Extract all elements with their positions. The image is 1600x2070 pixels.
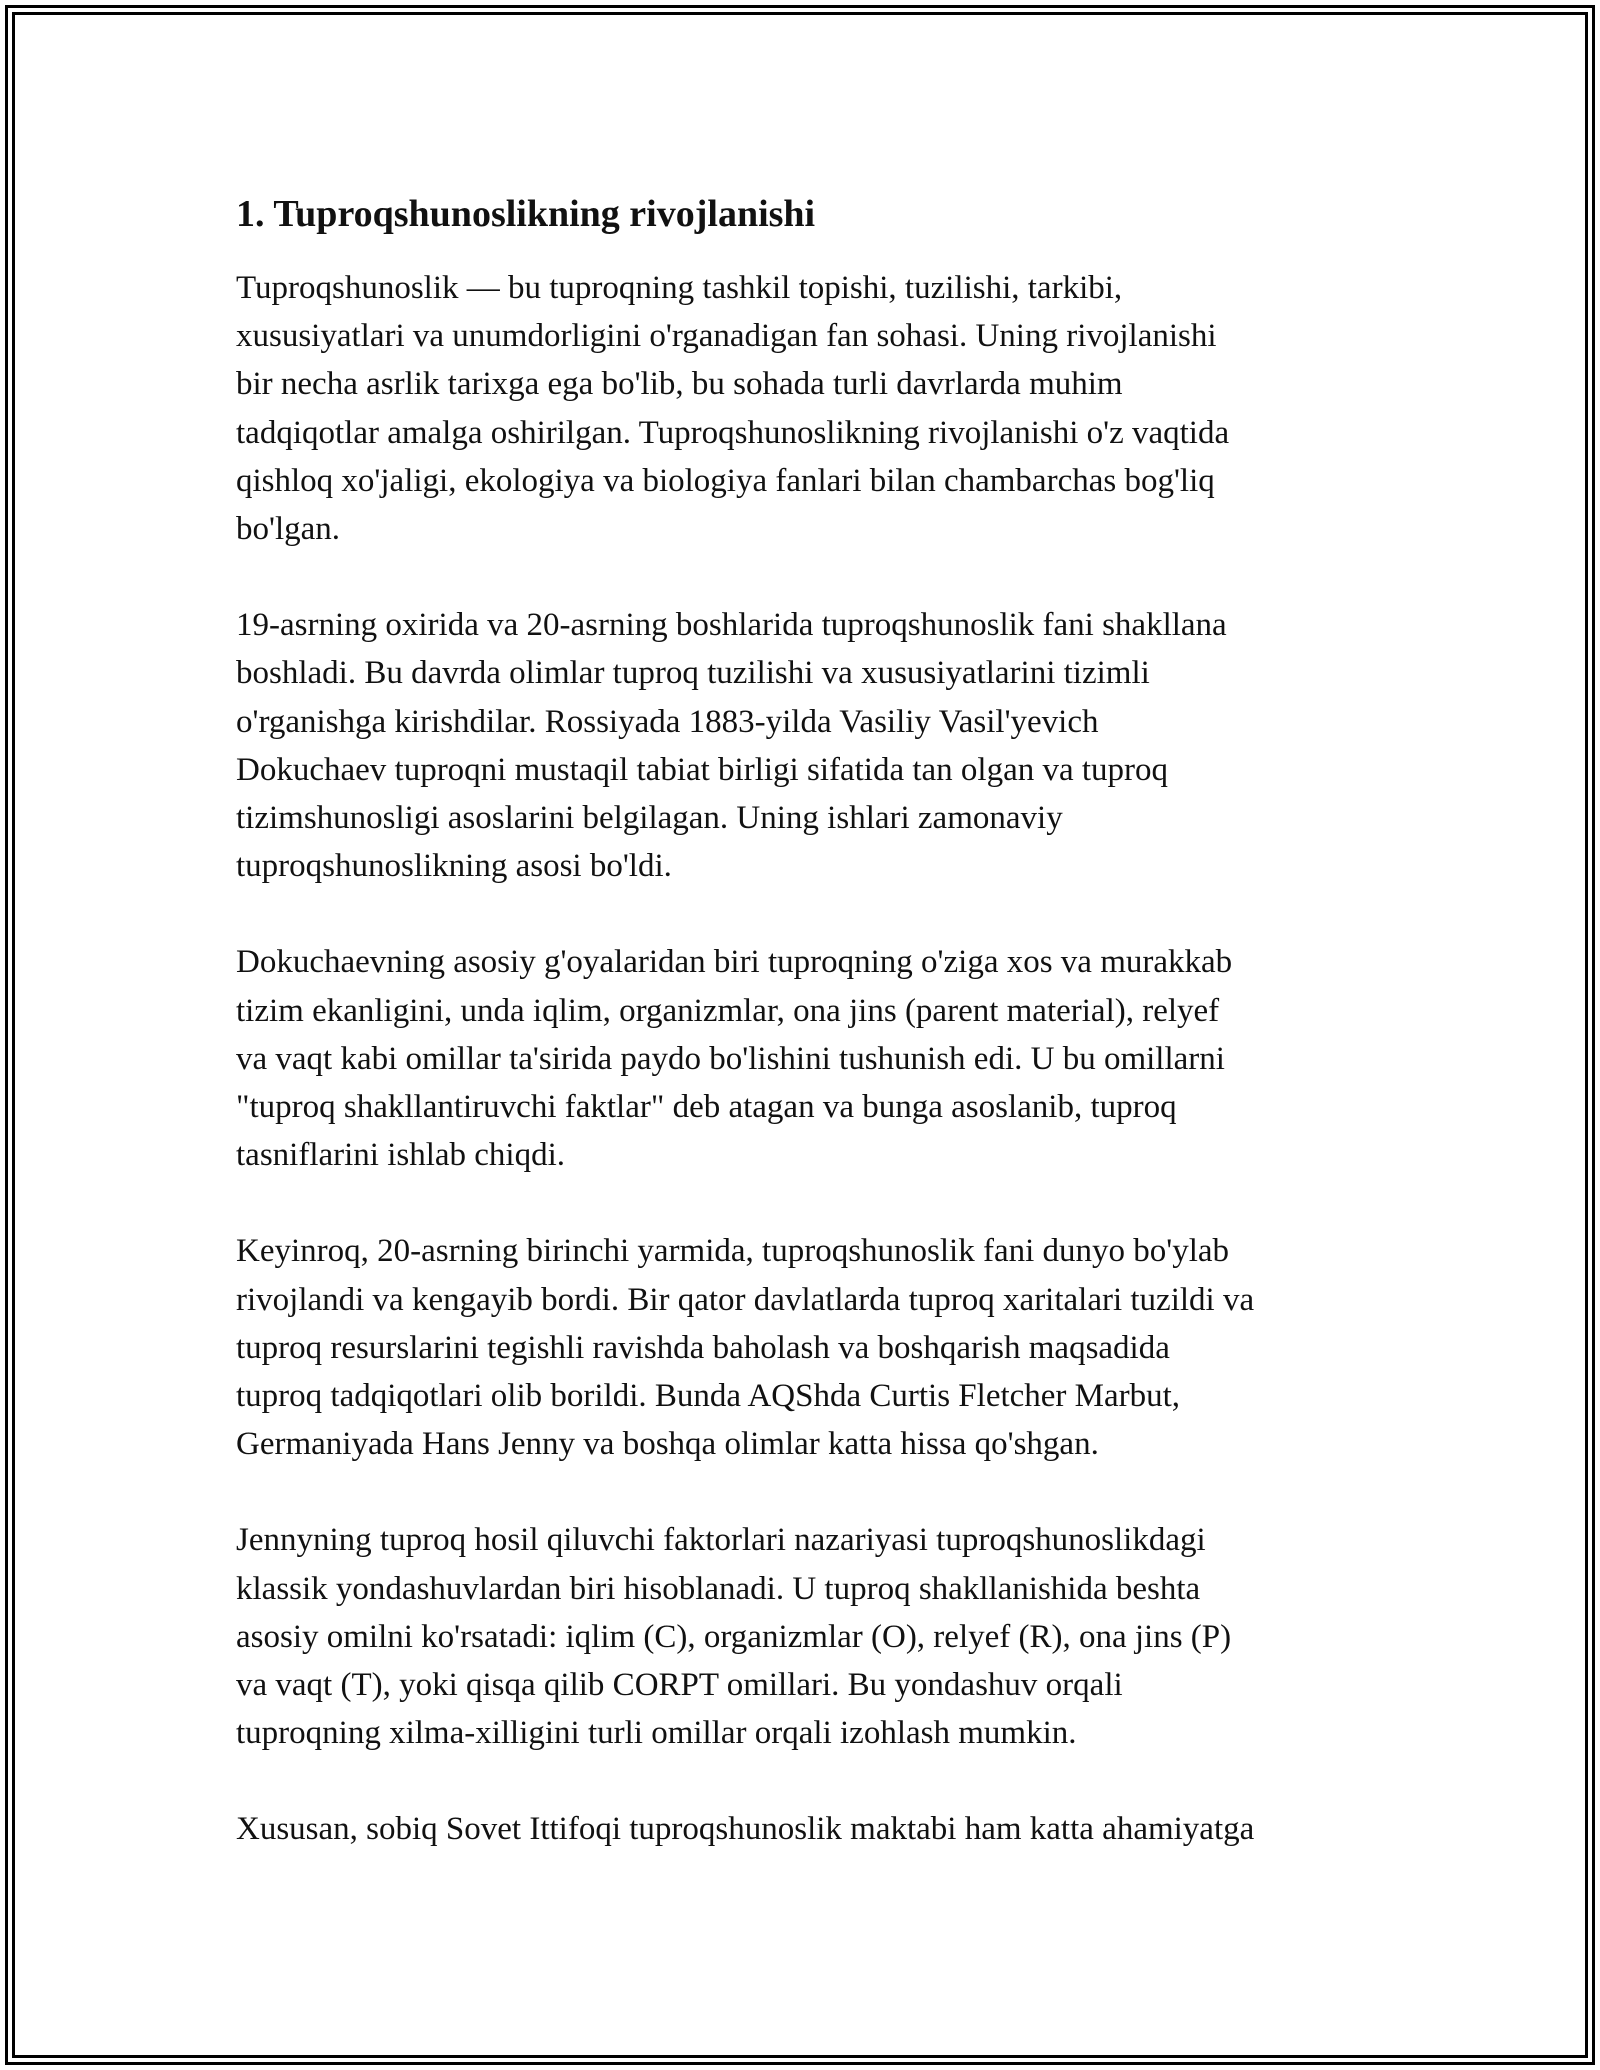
paragraph-line: Tuproqshunoslik — bu tuproqning tashkil topishi, tuzilishi, tarkibi, (236, 270, 1123, 306)
paragraph-line: xususiyatlari va unumdorligini o'rganadigan fan sohasi. Uning rivojlanishi (236, 318, 1217, 355)
paragraph-line: rivojlandi va kengayib bordi. Bir qator davlatlarda tuproq xaritalari tuzildi va (236, 1281, 1255, 1318)
paragraph-line: o'rganishga kirishdilar. Rossiyada 1883-yilda Vasiliy Vasil'yevich (236, 703, 1099, 740)
paragraph-line: Xususan, sobiq Sovet Ittifoqi tuproqshunoslik maktabi ham katta ahamiyatga (236, 1811, 1255, 1848)
paragraph-line: bir necha asrlik tarixga ega bo'lib, bu sohada turli davrlarda muhim (236, 366, 1123, 403)
paragraph (236, 938, 1376, 1179)
paragraph-line: Dokuchaevning asosiy g'oyalaridan biri tuproqning o'ziga xos va murakkab (236, 944, 1233, 981)
paragraph-line: va vaqt (T), yoki qisqa qilib CORPT omillari. Bu yondashuv orqali (236, 1667, 1123, 1704)
paragraph-line: bo'lgan. (236, 511, 341, 548)
paragraph-line: tuproq resurslarini tegishli ravishda baholash va boshqarish maqsadida (236, 1329, 1170, 1366)
paragraph (236, 1516, 1376, 1757)
paragraph-line: tuproqning xilma-xilligini turli omillar orqali izohlash mumkin. (236, 1715, 1077, 1752)
paragraph-line: "tuproq shakllantiruvchi faktlar" deb atagan va bunga asoslanib, tuproq (236, 1089, 1177, 1126)
paragraph-line: qishloq xo'jaligi, ekologiya va biologiya fanlari bilan chambarchas bog'liq (236, 462, 1215, 499)
paragraph-line: tadqiqotlar amalga oshirilgan. Tuproqshunoslikning rivojlanishi o'z vaqtida (236, 414, 1230, 451)
paragraph (236, 264, 1376, 553)
paragraph-line: tuproq tadqiqotlari olib borildi. Bunda AQShda Curtis Fletcher Marbut, (236, 1378, 1181, 1415)
paragraph (236, 1227, 1376, 1468)
section-heading: 1. Tuproqshunoslikning rivojlanishi (236, 193, 816, 235)
paragraph (236, 601, 1376, 890)
paragraph-line: tizimshunosligi asoslarini belgilagan. Uning ishlari zamonaviy (236, 800, 1063, 837)
document-body (236, 186, 1376, 1854)
paragraph-line: va vaqt kabi omillar ta'sirida paydo bo'lishini tushunish edi. U bu omillarni (236, 1040, 1225, 1077)
paragraph-line: tasniflarini ishlab chiqdi. (236, 1137, 566, 1174)
paragraph-line: Germaniyada Hans Jenny va boshqa olimlar katta hissa qo'shgan. (236, 1426, 1099, 1463)
paragraph (236, 1805, 1376, 1853)
paragraph-line: boshladi. Bu davrda olimlar tuproq tuzilishi va xususiyatlarini tizimli (236, 655, 1150, 692)
paragraph-list (236, 264, 1376, 1854)
paragraph-line: asosiy omilni ko'rsatadi: iqlim (C), organizmlar (O), relyef (R), ona jins (P) (236, 1618, 1232, 1655)
paragraph-line: tuproqshunoslikning asosi bo'ldi. (236, 848, 672, 885)
paragraph-line: Jennyning tuproq hosil qiluvchi faktorlari nazariyasi tuproqshunoslikdagi (236, 1522, 1206, 1559)
paragraph-line: Dokuchaev tuproqni mustaqil tabiat birligi sifatida tan olgan va tuproq (236, 751, 1169, 788)
paragraph-line: Keyinroq, 20-asrning birinchi yarmida, tuproqshunoslik fani dunyo bo'ylab (236, 1233, 1230, 1270)
paragraph-line: tizim ekanligini, unda iqlim, organizmlar, ona jins (parent material), relyef (236, 992, 1220, 1029)
paragraph-line: klassik yondashuvlardan biri hisoblanadi. U tuproq shakllanishida beshta (236, 1570, 1201, 1607)
paragraph-line: 19-asrning oxirida va 20-asrning boshlarida tuproqshunoslik fani shakllana (236, 607, 1227, 644)
